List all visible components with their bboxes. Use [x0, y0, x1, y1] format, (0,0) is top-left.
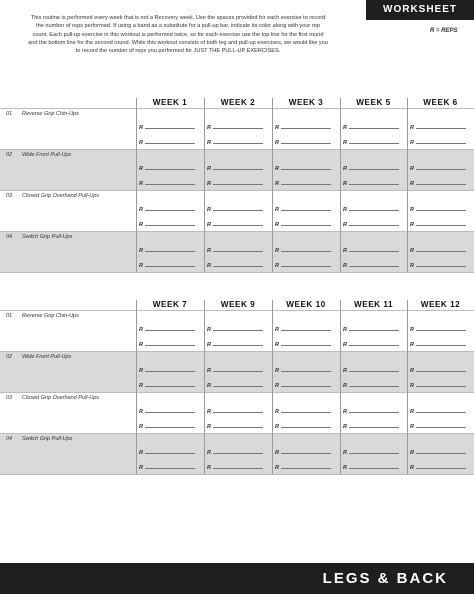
rep-write-line[interactable]: [416, 220, 466, 226]
rep-entry-field[interactable]: [410, 220, 468, 229]
rep-prefix: R: [139, 125, 143, 131]
rep-entry-field[interactable]: [410, 422, 468, 431]
rep-entry-field[interactable]: [207, 463, 265, 472]
rep-write-line[interactable]: [416, 123, 466, 129]
rep-entry-field[interactable]: [139, 407, 197, 416]
rep-entry-field[interactable]: [275, 325, 333, 334]
rep-entry-field[interactable]: [343, 366, 401, 375]
exercise-label: [6, 152, 71, 159]
rep-prefix: R: [343, 383, 347, 389]
rep-prefix: R: [207, 140, 211, 146]
rep-write-line[interactable]: [281, 463, 331, 469]
rep-prefix: R: [410, 125, 414, 131]
rep-entry-field[interactable]: [343, 325, 401, 334]
rep-write-line[interactable]: [145, 205, 195, 211]
rep-prefix: R: [343, 166, 347, 172]
exercise-name: Wide Front Pull-Ups: [22, 152, 72, 158]
week-header: WEEK 9: [220, 300, 256, 309]
rep-entry-field[interactable]: [139, 463, 197, 472]
rep-write-line[interactable]: [416, 261, 466, 267]
rep-write-line[interactable]: [416, 164, 466, 170]
rep-prefix: R: [343, 140, 347, 146]
rep-write-line[interactable]: [145, 261, 195, 267]
rep-prefix: R: [343, 342, 347, 348]
column-divider: [407, 98, 408, 272]
rep-write-line[interactable]: [416, 407, 466, 413]
rep-write-line[interactable]: [349, 220, 399, 226]
rep-entry-field[interactable]: [410, 463, 468, 472]
rep-write-line[interactable]: [213, 220, 263, 226]
divider: [0, 190, 474, 191]
rep-entry-field[interactable]: [139, 422, 197, 431]
rep-entry-field[interactable]: [343, 246, 401, 255]
rep-write-line[interactable]: [349, 123, 399, 129]
rep-entry-field[interactable]: [343, 407, 401, 416]
rep-prefix: R: [207, 207, 211, 213]
rep-prefix: R: [139, 450, 143, 456]
rep-prefix: R: [275, 409, 279, 415]
rep-write-line[interactable]: [349, 463, 399, 469]
rep-write-line[interactable]: [281, 179, 331, 185]
rep-prefix: R: [410, 409, 414, 415]
rep-write-line[interactable]: [416, 325, 466, 331]
rep-write-line[interactable]: [281, 340, 331, 346]
rep-write-line[interactable]: [349, 448, 399, 454]
rep-prefix: R: [410, 207, 414, 213]
week-header: WEEK 7: [152, 300, 188, 309]
exercise-number: 01: [6, 313, 13, 319]
rep-entry-field[interactable]: [139, 381, 197, 390]
rep-write-line[interactable]: [213, 205, 263, 211]
rep-entry-field[interactable]: [275, 422, 333, 431]
rep-write-line[interactable]: [281, 123, 331, 129]
rep-prefix: R: [275, 140, 279, 146]
rep-prefix: R: [343, 368, 347, 374]
rep-entry-field[interactable]: [275, 205, 333, 214]
week-header: WEEK 6: [423, 98, 458, 107]
reps-key: R = REPS: [430, 28, 458, 34]
rep-write-line[interactable]: [145, 340, 195, 346]
rep-prefix: R: [207, 248, 211, 254]
column-divider: [340, 98, 341, 272]
rep-prefix: R: [207, 263, 211, 269]
week-header: WEEK 5: [356, 98, 391, 107]
rep-prefix: R: [139, 409, 143, 415]
rep-write-line[interactable]: [281, 164, 331, 170]
rep-entry-field[interactable]: [275, 123, 333, 132]
rep-write-line[interactable]: [281, 261, 331, 267]
rep-prefix: R: [343, 222, 347, 228]
rep-write-line[interactable]: [213, 366, 263, 372]
rep-write-line[interactable]: [416, 366, 466, 372]
rep-write-line[interactable]: [213, 340, 263, 346]
rep-write-line[interactable]: [349, 205, 399, 211]
rep-prefix: R: [275, 263, 279, 269]
rep-write-line[interactable]: [145, 138, 195, 144]
rep-write-line[interactable]: [416, 422, 466, 428]
rep-prefix: R: [139, 465, 143, 471]
rep-write-line[interactable]: [416, 463, 466, 469]
rep-write-line[interactable]: [349, 261, 399, 267]
rep-entry-field[interactable]: [275, 448, 333, 457]
exercise-label: [6, 234, 72, 241]
rep-write-line[interactable]: [281, 422, 331, 428]
rep-write-line[interactable]: [145, 123, 195, 129]
rep-write-line[interactable]: [416, 448, 466, 454]
rep-write-line[interactable]: [145, 220, 195, 226]
rep-prefix: R: [410, 140, 414, 146]
rep-prefix: R: [139, 424, 143, 430]
weeks-7-12-table: [0, 300, 474, 474]
divider: [0, 474, 474, 475]
rep-write-line[interactable]: [281, 246, 331, 252]
rep-write-line[interactable]: [213, 325, 263, 331]
rep-prefix: R: [139, 263, 143, 269]
footer-bar: [0, 563, 474, 594]
rep-write-line[interactable]: [416, 381, 466, 387]
rep-write-line[interactable]: [145, 179, 195, 185]
rep-entry-field[interactable]: [343, 123, 401, 132]
rep-write-line[interactable]: [281, 448, 331, 454]
rep-prefix: R: [275, 465, 279, 471]
rep-entry-field[interactable]: [207, 138, 265, 147]
rep-prefix: R: [207, 327, 211, 333]
rep-prefix: R: [207, 342, 211, 348]
rep-write-line[interactable]: [213, 138, 263, 144]
worksheet-tag: WORKSHEET: [366, 0, 474, 20]
rep-entry-field[interactable]: [207, 366, 265, 375]
rep-write-line[interactable]: [281, 205, 331, 211]
rep-prefix: R: [275, 222, 279, 228]
exercise-label: [6, 111, 79, 118]
rep-prefix: R: [207, 424, 211, 430]
rep-entry-field[interactable]: [410, 340, 468, 349]
rep-entry-field[interactable]: [343, 422, 401, 431]
rep-prefix: R: [207, 383, 211, 389]
rep-prefix: R: [207, 465, 211, 471]
week-header: WEEK 11: [354, 300, 393, 309]
rep-entry-field[interactable]: [207, 407, 265, 416]
exercise-number: 04: [6, 234, 13, 240]
rep-write-line[interactable]: [281, 138, 331, 144]
rep-prefix: R: [343, 465, 347, 471]
column-divider: [204, 300, 205, 474]
rep-entry-field[interactable]: [275, 340, 333, 349]
weeks-1-6-table: [0, 98, 474, 272]
instructions-text: This routine is performed every week that is not a Recovery week. Use the spaces provided for each exercise to record the number of reps performed. If using a band as a substitute for a pull-up bar, indicate its color along with your rep count. Each pull-up exercise in this workout is performed twice, so for each exercise use the top line for the first round and the bottom line for the second round. While this workout consists of both leg and pull-up exercises, we would like you to record the number of reps you performed for JUST THE PULL-UP EXERCISES.: [28, 15, 328, 55]
rep-write-line[interactable]: [281, 407, 331, 413]
rep-entry-field[interactable]: [207, 381, 265, 390]
rep-entry-field[interactable]: [410, 366, 468, 375]
rep-write-line[interactable]: [213, 261, 263, 267]
rep-entry-field[interactable]: [410, 325, 468, 334]
rep-write-line[interactable]: [213, 179, 263, 185]
rep-prefix: R: [343, 248, 347, 254]
rep-entry-field[interactable]: [275, 179, 333, 188]
rep-entry-field[interactable]: [410, 123, 468, 132]
rep-write-line[interactable]: [416, 205, 466, 211]
rep-prefix: R: [410, 424, 414, 430]
exercise-name: Closed Grip Overhand Pull-Ups: [22, 395, 100, 401]
rep-prefix: R: [139, 248, 143, 254]
column-divider: [272, 98, 273, 272]
rep-prefix: R: [275, 166, 279, 172]
rep-write-line[interactable]: [213, 448, 263, 454]
exercise-name: Closed Grip Overhand Pull-Ups: [22, 193, 100, 199]
rep-prefix: R: [139, 140, 143, 146]
rep-write-line[interactable]: [213, 463, 263, 469]
rep-prefix: R: [275, 368, 279, 374]
rep-entry-field[interactable]: [139, 325, 197, 334]
rep-entry-field[interactable]: [343, 261, 401, 270]
rep-entry-field[interactable]: [207, 220, 265, 229]
rep-entry-field[interactable]: [275, 246, 333, 255]
rep-entry-field[interactable]: [343, 381, 401, 390]
rep-write-line[interactable]: [213, 422, 263, 428]
rep-entry-field[interactable]: [207, 448, 265, 457]
rep-prefix: R: [139, 383, 143, 389]
rep-prefix: R: [410, 222, 414, 228]
rep-entry-field[interactable]: [139, 366, 197, 375]
rep-write-line[interactable]: [145, 366, 195, 372]
rep-entry-field[interactable]: [275, 261, 333, 270]
divider: [0, 392, 474, 393]
rep-prefix: R: [275, 450, 279, 456]
rep-prefix: R: [343, 181, 347, 187]
rep-prefix: R: [139, 342, 143, 348]
rep-entry-field[interactable]: [207, 422, 265, 431]
rep-entry-field[interactable]: [207, 164, 265, 173]
column-divider: [340, 300, 341, 474]
rep-prefix: R: [139, 222, 143, 228]
rep-write-line[interactable]: [349, 164, 399, 170]
rep-write-line[interactable]: [349, 407, 399, 413]
rep-write-line[interactable]: [416, 246, 466, 252]
rep-prefix: R: [343, 409, 347, 415]
rep-write-line[interactable]: [213, 246, 263, 252]
rep-prefix: R: [343, 450, 347, 456]
rep-prefix: R: [207, 450, 211, 456]
rep-write-line[interactable]: [349, 325, 399, 331]
rep-entry-field[interactable]: [343, 448, 401, 457]
exercise-name: Wide Front Pull-Ups: [22, 354, 72, 360]
rep-write-line[interactable]: [281, 381, 331, 387]
divider: [0, 310, 474, 311]
week-header: WEEK 1: [152, 98, 188, 107]
rep-write-line[interactable]: [416, 340, 466, 346]
rep-write-line[interactable]: [145, 422, 195, 428]
rep-entry-field[interactable]: [343, 340, 401, 349]
rep-entry-field[interactable]: [207, 179, 265, 188]
exercise-number: 02: [6, 354, 13, 360]
rep-entry-field[interactable]: [275, 463, 333, 472]
rep-write-line[interactable]: [145, 448, 195, 454]
rep-prefix: R: [410, 383, 414, 389]
exercise-label: [6, 436, 72, 443]
rep-write-line[interactable]: [349, 381, 399, 387]
rep-entry-field[interactable]: [207, 246, 265, 255]
exercise-name: Reverse Grip Chin-Ups: [22, 313, 79, 319]
rep-write-line[interactable]: [349, 246, 399, 252]
rep-prefix: R: [343, 263, 347, 269]
rep-write-line[interactable]: [349, 179, 399, 185]
exercise-number: 03: [6, 193, 13, 199]
rep-entry-field[interactable]: [139, 246, 197, 255]
rep-entry-field[interactable]: [139, 340, 197, 349]
rep-prefix: R: [207, 368, 211, 374]
rep-entry-field[interactable]: [410, 246, 468, 255]
rep-entry-field[interactable]: [275, 407, 333, 416]
rep-write-line[interactable]: [145, 325, 195, 331]
rep-entry-field[interactable]: [275, 164, 333, 173]
rep-prefix: R: [207, 125, 211, 131]
rep-entry-field[interactable]: [343, 138, 401, 147]
column-divider: [136, 300, 137, 474]
rep-entry-field[interactable]: [275, 366, 333, 375]
rep-entry-field[interactable]: [275, 381, 333, 390]
rep-entry-field[interactable]: [410, 205, 468, 214]
exercise-number: 02: [6, 152, 13, 158]
rep-prefix: R: [139, 368, 143, 374]
rep-write-line[interactable]: [349, 366, 399, 372]
rep-prefix: R: [139, 327, 143, 333]
rep-entry-field[interactable]: [410, 381, 468, 390]
rep-prefix: R: [275, 181, 279, 187]
rep-write-line[interactable]: [349, 340, 399, 346]
rep-entry-field[interactable]: [410, 164, 468, 173]
rep-entry-field[interactable]: [343, 205, 401, 214]
rep-entry-field[interactable]: [410, 179, 468, 188]
column-divider: [407, 300, 408, 474]
rep-prefix: R: [410, 327, 414, 333]
week-header: WEEK 12: [420, 300, 461, 309]
rep-write-line[interactable]: [145, 407, 195, 413]
rep-prefix: R: [275, 327, 279, 333]
exercise-name: Switch Grip Pull-Ups: [22, 436, 73, 442]
exercise-label: [6, 354, 71, 361]
column-divider: [272, 300, 273, 474]
rep-prefix: R: [275, 383, 279, 389]
rep-prefix: R: [275, 424, 279, 430]
rep-entry-field[interactable]: [139, 179, 197, 188]
rep-prefix: R: [139, 207, 143, 213]
rep-write-line[interactable]: [349, 138, 399, 144]
rep-prefix: R: [275, 342, 279, 348]
exercise-label: [6, 193, 99, 200]
rep-prefix: R: [275, 207, 279, 213]
rep-prefix: R: [207, 222, 211, 228]
rep-prefix: R: [343, 207, 347, 213]
divider: [0, 272, 474, 273]
rep-entry-field[interactable]: [410, 448, 468, 457]
rep-entry-field[interactable]: [343, 179, 401, 188]
rep-prefix: R: [410, 181, 414, 187]
rep-write-line[interactable]: [281, 366, 331, 372]
rep-entry-field[interactable]: [207, 261, 265, 270]
rep-prefix: R: [410, 450, 414, 456]
rep-prefix: R: [410, 248, 414, 254]
rep-write-line[interactable]: [281, 220, 331, 226]
rep-entry-field[interactable]: [343, 164, 401, 173]
exercise-name: Switch Grip Pull-Ups: [22, 234, 73, 240]
program-title: LEGS & BACK: [322, 570, 448, 587]
rep-prefix: R: [207, 409, 211, 415]
rep-write-line[interactable]: [281, 325, 331, 331]
exercise-name: Reverse Grip Chin-Ups: [22, 111, 79, 117]
rep-entry-field[interactable]: [343, 220, 401, 229]
rep-prefix: R: [343, 424, 347, 430]
rep-write-line[interactable]: [213, 123, 263, 129]
rep-prefix: R: [410, 166, 414, 172]
rep-prefix: R: [410, 465, 414, 471]
rep-prefix: R: [275, 125, 279, 131]
exercise-number: 03: [6, 395, 13, 401]
rep-write-line[interactable]: [213, 407, 263, 413]
rep-prefix: R: [275, 248, 279, 254]
rep-prefix: R: [207, 166, 211, 172]
column-divider: [204, 98, 205, 272]
rep-entry-field[interactable]: [343, 463, 401, 472]
rep-write-line[interactable]: [145, 164, 195, 170]
exercise-number: 04: [6, 436, 13, 442]
rep-write-line[interactable]: [145, 463, 195, 469]
rep-write-line[interactable]: [349, 422, 399, 428]
rep-prefix: R: [207, 181, 211, 187]
rep-entry-field[interactable]: [139, 448, 197, 457]
week-header: WEEK 10: [286, 300, 326, 309]
rep-entry-field[interactable]: [410, 138, 468, 147]
rep-prefix: R: [343, 327, 347, 333]
week-header: WEEK 2: [220, 98, 256, 107]
rep-prefix: R: [139, 166, 143, 172]
rep-entry-field[interactable]: [139, 205, 197, 214]
rep-prefix: R: [410, 342, 414, 348]
rep-entry-field[interactable]: [139, 220, 197, 229]
exercise-label: [6, 313, 79, 320]
rep-entry-field[interactable]: [139, 164, 197, 173]
rep-prefix: R: [343, 125, 347, 131]
column-divider: [136, 98, 137, 272]
week-header: WEEK 3: [288, 98, 324, 107]
rep-write-line[interactable]: [416, 179, 466, 185]
rep-write-line[interactable]: [213, 164, 263, 170]
rep-entry-field[interactable]: [139, 138, 197, 147]
rep-entry-field[interactable]: [207, 123, 265, 132]
rep-entry-field[interactable]: [207, 325, 265, 334]
rep-entry-field[interactable]: [410, 407, 468, 416]
rep-prefix: R: [410, 368, 414, 374]
rep-write-line[interactable]: [416, 138, 466, 144]
rep-prefix: R: [139, 181, 143, 187]
exercise-label: [6, 395, 99, 402]
rep-entry-field[interactable]: [139, 261, 197, 270]
rep-entry-field[interactable]: [275, 138, 333, 147]
rep-prefix: R: [410, 263, 414, 269]
rep-entry-field[interactable]: [207, 205, 265, 214]
rep-entry-field[interactable]: [207, 340, 265, 349]
rep-entry-field[interactable]: [139, 123, 197, 132]
rep-entry-field[interactable]: [275, 220, 333, 229]
rep-write-line[interactable]: [145, 246, 195, 252]
rep-entry-field[interactable]: [410, 261, 468, 270]
rep-write-line[interactable]: [213, 381, 263, 387]
exercise-number: 01: [6, 111, 13, 117]
rep-write-line[interactable]: [145, 381, 195, 387]
divider: [0, 108, 474, 109]
